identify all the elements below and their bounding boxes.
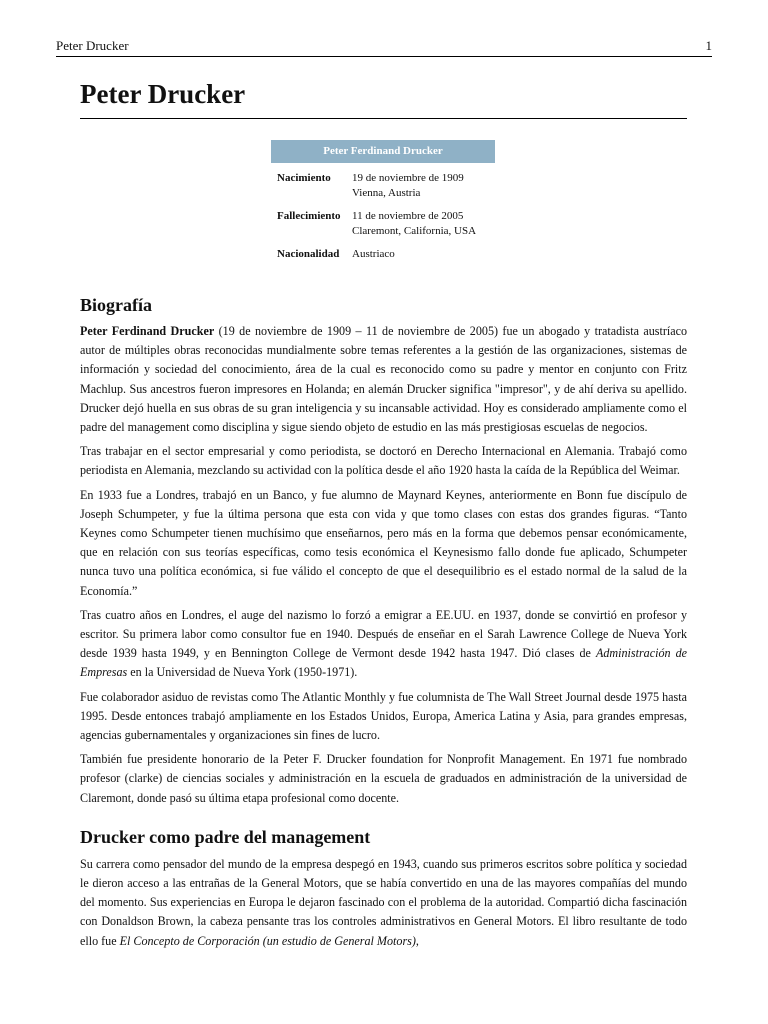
infobox-value-line: Claremont, California, USA [352,225,477,237]
running-header [56,38,712,57]
section-heading-management: Drucker como padre del management [80,826,371,847]
infobox-label: Nacimiento [277,172,331,184]
paragraph [80,606,687,683]
page-number: 1 [705,38,712,53]
running-header-title: Peter Drucker [56,38,129,53]
paragraph: En 1933 fue a Londres, trabajó en un Banco, y fue alumno de Maynard Keynes, anteriormente en Bonn fue discípulo de Joseph Schumpeter, y fue la última persona que esta con vida y que tomo clases con estas dos grandes figuras. “Tanto Keynes como Schumpeter tienen muchísimo que enseñarnos, pero más en la forma que debemos pensar económicamente, que en relación con sus teorías específicas, como tesis económica el Keynesismo fallo donde fue aplicado, Schumpeter nunca tuvo una política económica, si fue válido el concepto de que el desequilibrio es el estado normal de la salud de la Economía.” [80,487,687,598]
bold-name: Peter Ferdinand Drucker [80,324,215,338]
infobox-value [352,247,495,262]
infobox-value-line: 11 de noviembre de 2005 [352,210,464,222]
section-heading-biografia: Biografía [80,295,152,315]
paragraph-text: , [415,933,419,948]
paragraph [80,855,687,951]
infobox-value-line: 19 de noviembre de 1909 [352,172,464,184]
infobox-value [352,171,495,201]
infobox-value [352,209,495,239]
infobox-header: Peter Ferdinand Drucker [271,140,495,163]
infobox-row-nacionalidad [271,247,495,262]
infobox-label: Fallecimiento [277,210,341,222]
paragraph [80,322,687,437]
infobox-value-line: Vienna, Austria [352,187,421,199]
paragraph-text: en la Universidad de Nueva York (1950-1971). [127,665,358,680]
infobox-row-fallecimiento [271,209,495,239]
page-title: Peter Drucker [80,78,687,119]
italic-text: Administración de Empresas [80,646,687,680]
paragraph: Tras trabajar en el sector empresarial y como periodista, se doctoró en Derecho Internacional en Alemania. Trabajó como periodista en Alemania, mezclando su actividad con la política desde el año 1920 hasta la caída de la República del Weimar. [80,444,687,478]
infobox-row-nacimiento [271,171,495,201]
paragraph-text: Su carrera como pensador del mundo de la empresa despegó en 1943, cuando sus primeros escritos sobre política y sociedad le dieron acceso a las entrañas de la General Motors, que se había convertido en una de las mayores compañías del mundo del momento. Sus experiencias en Europa le dejaron fascinado con el problema de la autoridad. Compartió dicha fascinación con Donaldson Brown, la cabeza pensante tras los controles administrativos en General Motors. El libro resultante de todo ello fue [80,856,687,948]
article-content [80,78,687,951]
infobox [271,140,495,262]
paragraph-text: Tras cuatro años en Londres, el auge del nazismo lo forzó a emigrar a EE.UU. en 1937, donde se convirtió en profesor y escritor. Su primera labor como consultor fue en 1940. Después de enseñar en el Sarah Lawrence College de Nueva York desde 1939 hasta 1949, y en Bennington College de Vermont desde 1942 hasta 1947. Dió clases de [80,607,687,661]
paragraph-text: (19 de noviembre de 1909 – 11 de noviembre de 2005) fue un abogado y tratadista austríaco autor de múltiples obras reconocidas mundialmente sobre temas referentes a la gestión de las organizaciones, sistemas de información y sociedad del conocimiento, área de la cual es reconocido como su padre y mentor en conjunto con Fritz Machlup. Sus ancestros fueron impresores en Holanda; en alemán Drucker significa "impresor", y de ahí deriva su apellido. Drucker dejó huella en sus obras de su gran inteligencia y su incansable actividad. Hoy es considerado ampliamente como el padre del management como disciplina y sigue siendo objeto de estudio en las más prestigiosas escuelas de negocios. [80,324,688,435]
paragraph: Fue colaborador asiduo de revistas como The Atlantic Monthly y fue columnista de The Wall Street Journal desde 1975 hasta 1995. Desde entonces trabajó ampliamente en los Estados Unidos, Europa, America Latina y Asia, para grandes empresas, agencias gubernamentales y organizaciones sin fines de lucro. [80,689,687,743]
italic-text: El Concepto de Corporación (un estudio de General Motors) [119,933,416,948]
infobox-label: Nacionalidad [277,248,340,260]
infobox-value-line: Austriaco [352,248,395,260]
paragraph: También fue presidente honorario de la Peter F. Drucker foundation for Nonprofit Management. En 1971 fue nombrado profesor (clarke) de ciencias sociales y administración en la escuela de graduados en administración de la universidad de Claremont, donde pasó su última etapa profesional como docente. [80,752,687,805]
